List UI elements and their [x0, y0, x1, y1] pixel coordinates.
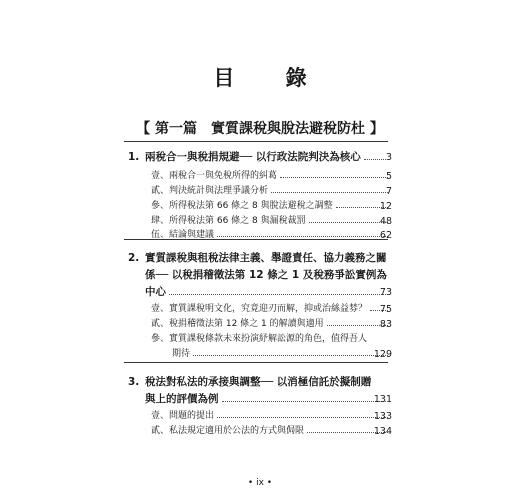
chapter-number: 3.: [128, 376, 140, 388]
page-number: 62: [379, 230, 392, 241]
page-number: 75: [379, 304, 392, 315]
subentry-title: 參、所得稅法第 66 條之 8 與脫法避稅之調整: [151, 201, 333, 211]
subentry-title: 壹、問題的提出: [151, 411, 215, 421]
subentry-title: 肆、所得稅法第 66 條之 8 與漏稅裁罰: [151, 216, 306, 226]
page-number: 134: [373, 426, 392, 437]
subentry-title: 貳、判決統計與法理爭議分析: [151, 186, 269, 196]
divider: [124, 239, 388, 240]
page-number: 131: [373, 394, 392, 405]
chapter-number: 1.: [128, 151, 140, 163]
chapter-number: 2.: [128, 252, 140, 264]
page-number: 12: [379, 201, 392, 212]
page-number: 48: [379, 216, 392, 227]
divider: [124, 141, 388, 142]
page-number: 73: [379, 287, 392, 298]
chapter-title-line: 中心: [145, 284, 389, 301]
subentry-title: 壹、實質課稅明文化，究竟迎刃而解，抑或治絲益棼？: [151, 304, 368, 314]
subentry-title: 參、實質課稅條款未來扮演紓解訟源的角色，值得吾人: [151, 334, 368, 344]
chapter-title-line: 實質課稅與租稅法律主義、舉證責任、協力義務之關: [145, 252, 387, 264]
page-number: 133: [373, 411, 392, 422]
page-number: 3: [385, 152, 392, 163]
page-number: 7: [385, 186, 392, 197]
page-footer-number: • ix •: [247, 478, 273, 488]
chapter-title-line: 稅法對私法的承接與調整── 以消極信託於擬制贈: [145, 376, 372, 388]
chapter-title-line: 係── 以稅捐稽徵法第 12 條之 1 及稅務爭訟實例為: [145, 269, 387, 281]
chapter-title-line: 與上的評價為例: [145, 391, 389, 408]
subentry-title: 壹、兩稅合一與免稅所得的糾葛: [151, 171, 278, 181]
subentry-title: 貳、私法規定適用於公法的方式與侷限: [151, 426, 305, 436]
subentry-title: 期待: [172, 349, 191, 359]
section-heading: 【 第一篇 實質課稅與脫法避稅防杜 】: [136, 121, 384, 137]
page-number: 83: [379, 319, 392, 330]
divider: [124, 362, 388, 363]
page-title: 目 錄: [213, 65, 329, 90]
page-number: 129: [373, 349, 392, 360]
page-number: 5: [385, 171, 392, 182]
chapter-title-line: 兩稅合一與稅捐規避── 以行政法院判決為核心: [145, 149, 389, 166]
subentry-title: 伍、結論與建議: [151, 230, 215, 240]
subentry-title: 貳、稅捐稽徵法第 12 條之 1 的解讀與適用: [151, 319, 324, 329]
